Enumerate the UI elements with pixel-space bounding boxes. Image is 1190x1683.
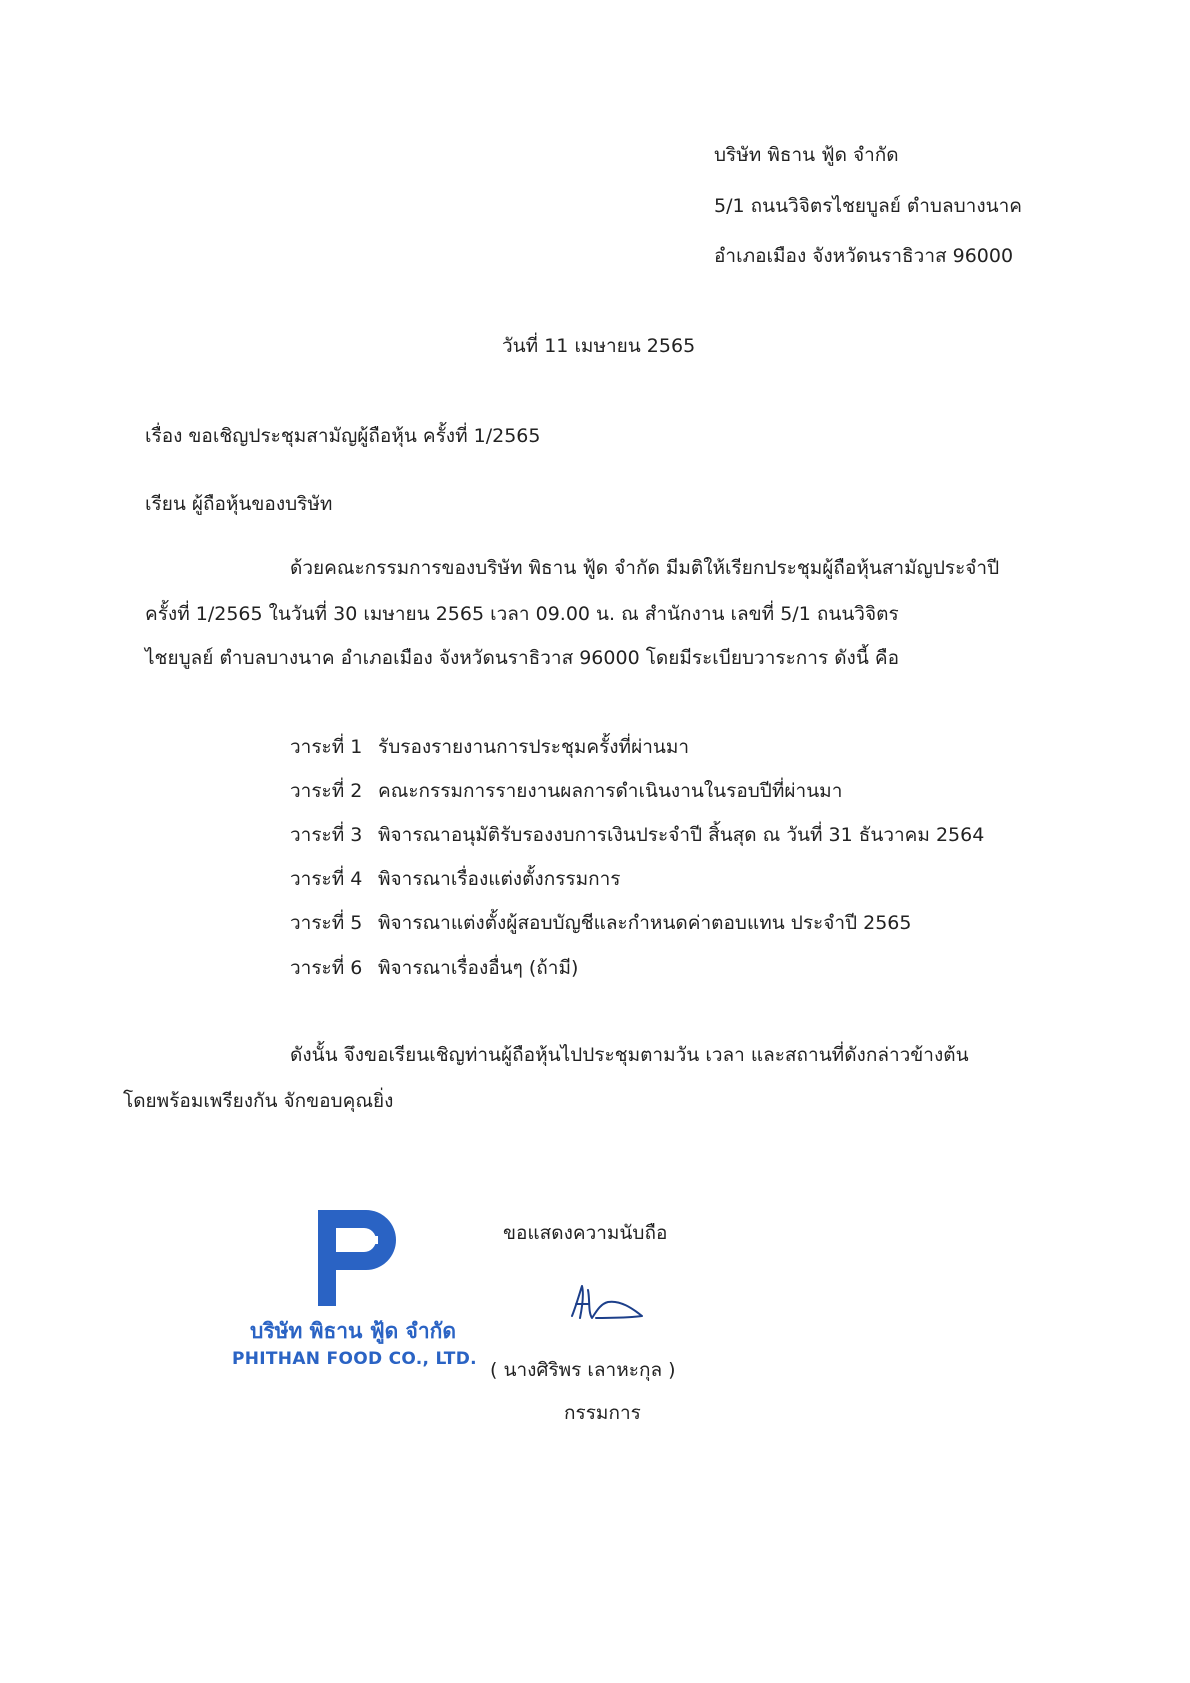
signer-title: กรรมการ: [564, 1402, 641, 1424]
agenda-item-6-text: พิจารณาเรื่องอื่นๆ (ถ้ามี): [378, 957, 579, 979]
sender-address-line2: อำเภอเมือง จังหวัดนราธิวาส 96000: [714, 245, 1014, 267]
agenda-item-5-text: พิจารณาแต่งตั้งผู้สอบบัญชีและกำหนดค่าตอบแทน ประจำปี 2565: [378, 912, 912, 934]
body-line-3: ไชยบูลย์ ตำบลบางนาค อำเภอเมือง จังหวัดนราธิวาส 96000 โดยมีระเบียบวาระการ ดังนี้ คือ: [145, 647, 899, 669]
handwritten-signature: [566, 1282, 646, 1326]
closing-line-2: โดยพร้อมเพรียงกัน จักขอบคุณยิ่ง: [123, 1090, 394, 1112]
phithan-p-logo-icon: [316, 1208, 396, 1308]
closing-line-1: ดังนั้น จึงขอเรียนเชิญท่านผู้ถือหุ้นไปประชุมตามวัน เวลา และสถานที่ดังกล่าวข้างต้น: [290, 1044, 969, 1066]
logo-english-name: PHITHAN FOOD CO., LTD.: [232, 1349, 477, 1369]
sender-address-line1: 5/1 ถนนวิจิตรไชยบูลย์ ตำบลบางนาค: [714, 195, 1022, 217]
letter-subject: เรื่อง ขอเชิญประชุมสามัญผู้ถือหุ้น ครั้งที่ 1/2565: [145, 425, 541, 447]
agenda-item-1-text: รับรองรายงานการประชุมครั้งที่ผ่านมา: [378, 736, 690, 758]
agenda-item-5-number: วาระที่ 5: [290, 912, 363, 934]
agenda-item-4-number: วาระที่ 4: [290, 868, 363, 890]
body-line-2: ครั้งที่ 1/2565 ในวันที่ 30 เมษายน 2565 เวลา 09.00 น. ณ สำนักงาน เลขที่ 5/1 ถนนวิจิตร: [145, 603, 899, 625]
agenda-item-4-text: พิจารณาเรื่องแต่งตั้งกรรมการ: [378, 868, 621, 890]
logo-thai-name: บริษัท พิธาน ฟู้ด จำกัด: [250, 1319, 456, 1343]
agenda-item-3-text: พิจารณาอนุมัติรับรองงบการเงินประจำปี สิ้นสุด ณ วันที่ 31 ธันวาคม 2564: [378, 824, 985, 846]
letter-salutation: เรียน ผู้ถือหุ้นของบริษัท: [145, 493, 333, 515]
agenda-item-1-number: วาระที่ 1: [290, 736, 363, 758]
signer-name: ( นางศิริพร เลาหะกุล ): [490, 1359, 676, 1381]
agenda-item-2-number: วาระที่ 2: [290, 780, 363, 802]
agenda-item-6-number: วาระที่ 6: [290, 957, 363, 979]
regards-text: ขอแสดงความนับถือ: [503, 1222, 668, 1244]
agenda-item-2-text: คณะกรรมการรายงานผลการดำเนินงานในรอบปีที่ผ่านมา: [378, 780, 843, 802]
letter-date: วันที่ 11 เมษายน 2565: [502, 335, 696, 357]
body-line-1: ด้วยคณะกรรมการของบริษัท พิธาน ฟู้ด จำกัด มีมติให้เรียกประชุมผู้ถือหุ้นสามัญประจำปี: [290, 557, 1000, 579]
sender-company: บริษัท พิธาน ฟู้ด จำกัด: [714, 144, 899, 166]
agenda-item-3-number: วาระที่ 3: [290, 824, 363, 846]
